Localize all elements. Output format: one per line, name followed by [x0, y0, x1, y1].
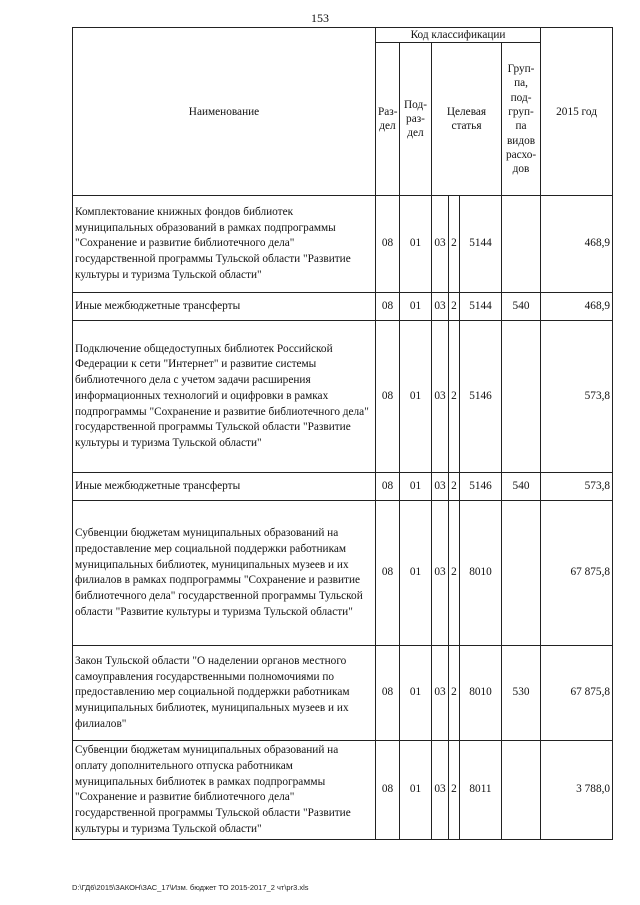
row-section: 08: [376, 646, 400, 741]
row-target-subprogram: 2: [449, 741, 460, 840]
row-target-program: 03: [432, 741, 449, 840]
table-row: [73, 741, 613, 840]
row-expense-group: 540: [502, 473, 541, 501]
row-target-program: 03: [432, 501, 449, 646]
row-target-direction: 8011: [460, 741, 502, 840]
row-amount: 468,9: [541, 196, 613, 293]
row-name: Субвенции бюджетам муниципальных образований на предоставление мер социальной поддержки работникам муниципальных библиотек, муниципальных музеев и их филиалов в рамках подпрограммы "Сохранение и развитие библиотечного дела" государственной программы Тульской области "Развитие культуры и туризма Тульской области": [73, 501, 376, 646]
row-target-direction: 5144: [460, 196, 502, 293]
row-expense-group: [502, 196, 541, 293]
row-name: Субвенции бюджетам муниципальных образований на оплату дополнительного отпуска работникам муниципальных библиотек в рамках подпрограммы "Сохранение и развитие библиотечного дела" государственной программы Тульской области "Развитие культуры и туризма Тульской области": [73, 741, 376, 840]
row-target-subprogram: 2: [449, 196, 460, 293]
row-section: 08: [376, 501, 400, 646]
row-section: 08: [376, 196, 400, 293]
header-expense-group: Груп- па, под- груп- па видов расхо- дов: [502, 43, 541, 196]
row-name: Подключение общедоступных библиотек Российской Федерации к сети "Интернет" и развитие системы библиотечного дела с учетом задачи расширения информационных технологий и оцифровки в рамках подпрограммы "Сохранение и развитие библиотечного дела" государственной программы Тульской области "Развитие культуры и туризма Тульской области": [73, 321, 376, 473]
row-target-direction: 5146: [460, 321, 502, 473]
row-name: Иные межбюджетные трансферты: [73, 293, 376, 321]
row-target-program: 03: [432, 321, 449, 473]
header-subsection: Под- раз- дел: [400, 43, 432, 196]
header-code-group: Код классификации: [376, 28, 541, 43]
row-name: Иные межбюджетные трансферты: [73, 473, 376, 501]
row-name: Закон Тульской области "О наделении органов местного самоуправления государственными полномочиями по предоставлению мер социальной поддержки работникам муниципальных библиотек, муниципальных музеев и их филиалов": [73, 646, 376, 741]
row-target-subprogram: 2: [449, 646, 460, 741]
row-expense-group: [502, 321, 541, 473]
row-section: 08: [376, 741, 400, 840]
row-name: Комплектование книжных фондов библиотек муниципальных образований в рамках подпрограммы "Сохранение и развитие библиотечного дела" государственной программы Тульской области "Развитие культуры и туризма Тульской области": [73, 196, 376, 293]
row-target-subprogram: 2: [449, 321, 460, 473]
page-number: 153: [311, 11, 329, 25]
row-subsection: 01: [400, 501, 432, 646]
budget-table: [72, 27, 613, 840]
row-subsection: 01: [400, 321, 432, 473]
row-amount: 3 788,0: [541, 741, 613, 840]
row-section: 08: [376, 473, 400, 501]
row-expense-group: [502, 501, 541, 646]
row-expense-group: 530: [502, 646, 541, 741]
header-name: Наименование: [73, 28, 376, 196]
row-subsection: 01: [400, 473, 432, 501]
row-amount: 468,9: [541, 293, 613, 321]
row-target-subprogram: 2: [449, 473, 460, 501]
table-row: [73, 293, 613, 321]
row-section: 08: [376, 293, 400, 321]
row-subsection: 01: [400, 741, 432, 840]
row-target-program: 03: [432, 473, 449, 501]
row-amount: 67 875,8: [541, 501, 613, 646]
row-target-direction: 5144: [460, 293, 502, 321]
header-target: Целевая статья: [432, 43, 502, 196]
row-target-program: 03: [432, 646, 449, 741]
header-section: Раз- дел: [376, 43, 400, 196]
row-subsection: 01: [400, 196, 432, 293]
row-amount: 573,8: [541, 473, 613, 501]
row-target-direction: 8010: [460, 501, 502, 646]
row-target-subprogram: 2: [449, 501, 460, 646]
table-row: [73, 501, 613, 646]
row-expense-group: [502, 741, 541, 840]
row-target-program: 03: [432, 293, 449, 321]
row-section: 08: [376, 321, 400, 473]
row-target-direction: 8010: [460, 646, 502, 741]
table-row: [73, 646, 613, 741]
row-expense-group: 540: [502, 293, 541, 321]
row-amount: 67 875,8: [541, 646, 613, 741]
header-year: 2015 год: [541, 28, 613, 196]
table-row: [73, 473, 613, 501]
row-subsection: 01: [400, 293, 432, 321]
row-target-subprogram: 2: [449, 293, 460, 321]
row-target-direction: 5146: [460, 473, 502, 501]
row-amount: 573,8: [541, 321, 613, 473]
table-row: [73, 196, 613, 293]
file-path-footer: D:\ГД6\2015\ЗАКОН\ЗАС_17\Изм. бюджет ТО 2015-2017_2 чт\pr3.xls: [72, 883, 309, 892]
row-subsection: 01: [400, 646, 432, 741]
row-target-program: 03: [432, 196, 449, 293]
table-row: [73, 321, 613, 473]
